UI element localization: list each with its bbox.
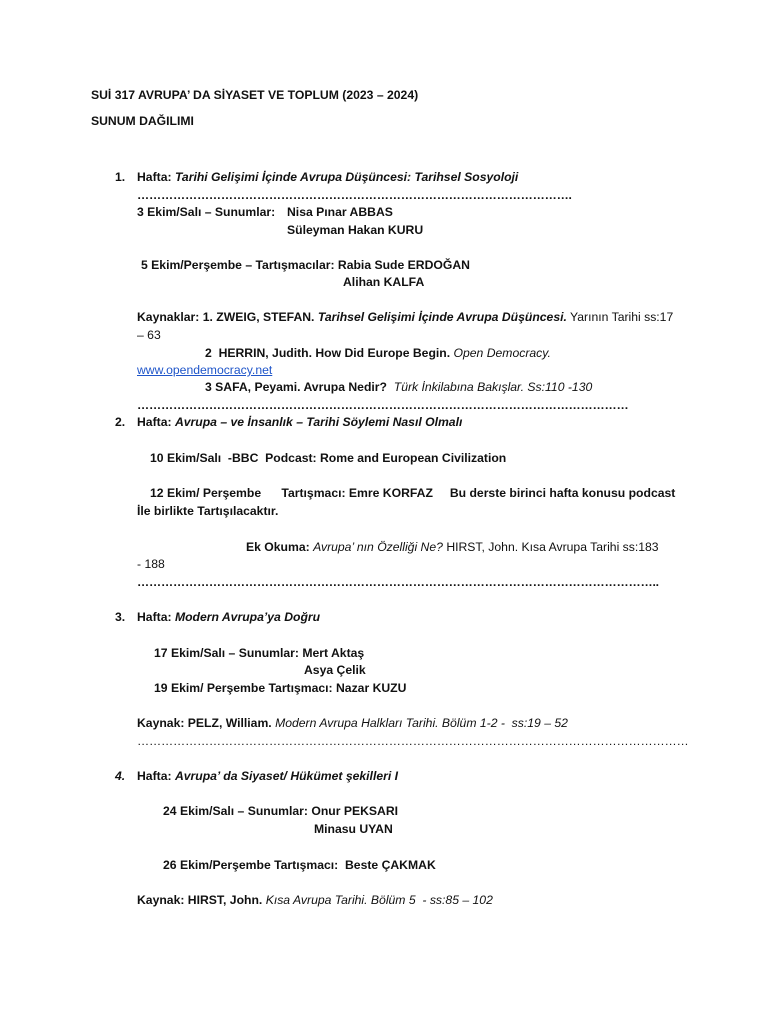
source-number: 2 xyxy=(205,346,212,360)
week-2-session-2: 12 Ekim/ Perşembe Tartışmacı: Emre KORFAZ Bu derste birinci hafta konusu podcast xyxy=(150,486,676,500)
week-4-presentations: 24 Ekim/Salı – Sunumlar: Onur PEKSARI xyxy=(163,804,399,818)
document-title: SUİ 317 AVRUPA’ DA SİYASET VE TOPLUM (2023 – 2024) xyxy=(91,88,419,102)
week-1-source-2 xyxy=(205,345,551,361)
week-4-heading xyxy=(137,768,398,784)
source-detail-continued: – 63 xyxy=(137,328,161,342)
week-3-number: 3. xyxy=(115,610,126,624)
source-author: HERRIN, Judith. How Did Europe Begin. xyxy=(218,346,451,360)
week-4-number: 4. xyxy=(115,769,126,783)
week-1-presentation-label: 3 Ekim/Salı – Sunumlar: xyxy=(137,205,276,219)
week-4-discussant: 26 Ekim/Perşembe Tartışmacı: Beste ÇAKMAK xyxy=(163,858,436,872)
extra-reading-detail: HIRST, John. Kısa Avrupa Tarihi ss:183 xyxy=(446,540,659,554)
source-publication: Open Democracy. xyxy=(453,346,551,360)
week-3-topic: Modern Avrupa’ya Doğru xyxy=(174,610,321,624)
dotted-separator: ………………………………………………………………………………………………………………………… xyxy=(137,734,689,748)
extra-reading-label: Ek Okuma: xyxy=(246,540,310,554)
source-number: 3 xyxy=(205,380,212,394)
extra-reading-title: Avrupa’ nın Özelliği Ne? xyxy=(313,540,443,554)
week-3-presentations: 17 Ekim/Salı – Sunumlar: Mert Aktaş xyxy=(154,646,365,660)
week-3-presenter: Asya Çelik xyxy=(304,663,366,677)
week-1-number: 1. xyxy=(115,170,126,184)
source-label: Kaynaklar: 1. ZWEIG, STEFAN. xyxy=(137,310,315,324)
dotted-separator: …………………………………………………………………………………………………………… xyxy=(137,398,629,412)
week-2-number: 2. xyxy=(115,415,126,429)
week-2-session-1: 10 Ekim/Salı -BBC Podcast: Rome and European Civilization xyxy=(150,451,507,465)
dotted-separator: ………………………………………………………………………………………………. xyxy=(137,188,572,202)
week-1-discussants: 5 Ekim/Perşembe – Tartışmacılar: Rabia Sude ERDOĞAN xyxy=(141,258,470,272)
source-link[interactable]: www.opendemocracy.net xyxy=(137,363,273,377)
week-2-session-2-cont: İle birlikte Tartışılacaktır. xyxy=(137,504,279,518)
source-label: Kaynak: PELZ, William. xyxy=(137,716,272,730)
week-4-topic: Avrupa’ da Siyaset/ Hükümet şekilleri I xyxy=(174,769,399,783)
week-2-heading xyxy=(137,414,462,430)
week-1-topic: Tarihi Gelişimi İçinde Avrupa Düşüncesi: Tarihsel Sosyoloji xyxy=(174,170,519,184)
week-1-presenter: Süleyman Hakan KURU xyxy=(287,223,424,237)
week-3-discussant: 19 Ekim/ Perşembe Tartışmacı: Nazar KUZU xyxy=(154,681,407,695)
week-3-heading xyxy=(137,609,320,625)
week-3-source xyxy=(137,715,568,731)
week-label: Hafta: xyxy=(137,415,172,429)
week-label: Hafta: xyxy=(137,170,172,184)
week-1-presenter: Nisa Pınar ABBAS xyxy=(287,205,393,219)
week-4-presenter: Minasu UYAN xyxy=(314,822,393,836)
source-publication: Türk İnkilabına Bakışlar. Ss:110 -130 xyxy=(393,380,593,394)
week-1-discussant: Alihan KALFA xyxy=(343,275,425,289)
week-2-extra-reading xyxy=(246,539,659,555)
week-2-topic: Avrupa – ve İnsanlık – Tarihi Söylemi Nasıl Olmalı xyxy=(174,415,463,429)
source-label: Kaynak: HIRST, John. xyxy=(137,893,263,907)
week-1-source-3 xyxy=(205,379,592,395)
week-4-source xyxy=(137,892,493,908)
week-1-heading xyxy=(137,169,518,185)
source-title: Kısa Avrupa Tarihi. Bölüm 5 - ss:85 – 102 xyxy=(265,893,493,907)
extra-reading-continued: - 188 xyxy=(137,557,165,571)
week-label: Hafta: xyxy=(137,610,172,624)
week-label: Hafta: xyxy=(137,769,172,783)
source-title: Tarihsel Gelişimi İçinde Avrupa Düşüncesi. xyxy=(317,310,567,324)
dotted-separator: ………………………………………………………………………………………………………………….. xyxy=(137,575,659,589)
source-author: SAFA, Peyami. Avrupa Nedir? xyxy=(215,380,387,394)
source-title: Modern Avrupa Halkları Tarihi. Bölüm 1-2 - ss:19 – 52 xyxy=(275,716,568,730)
week-1-source-1 xyxy=(137,309,673,325)
document-subtitle: SUNUM DAĞILIMI xyxy=(91,114,194,128)
source-detail: Yarının Tarihi ss:17 xyxy=(570,310,674,324)
